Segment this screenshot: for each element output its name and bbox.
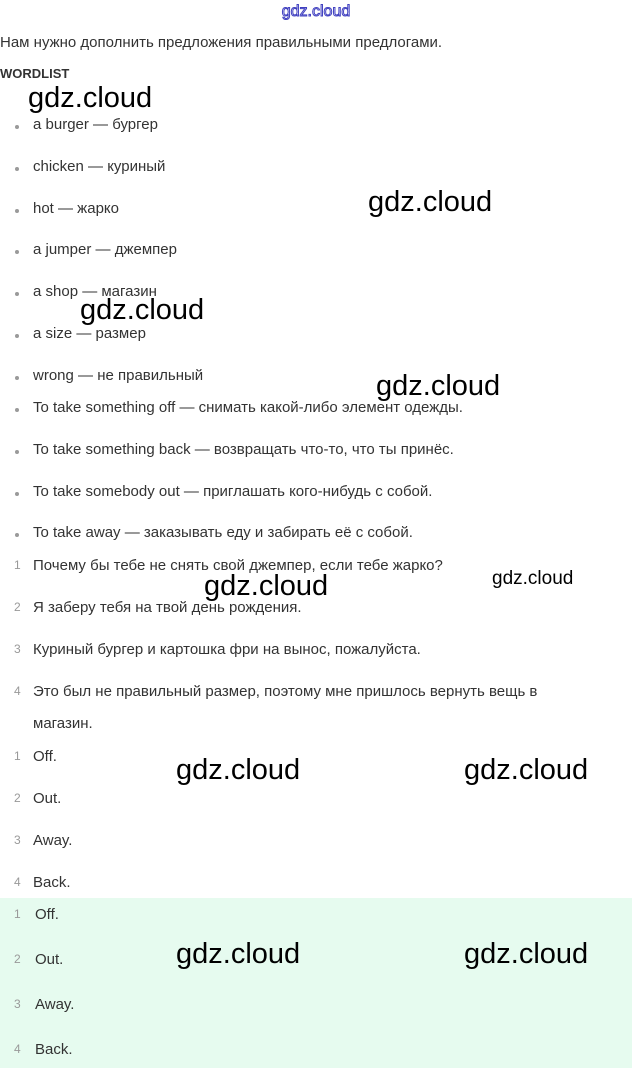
bullet-icon bbox=[15, 492, 19, 496]
watermark: gdz.cloud bbox=[376, 370, 501, 402]
bullet-icon bbox=[15, 533, 19, 537]
bullet-icon bbox=[15, 334, 19, 338]
watermark: gdz.cloud bbox=[204, 570, 329, 602]
bullet-icon bbox=[15, 408, 19, 412]
watermark: gdz.cloud bbox=[464, 938, 589, 970]
watermark: gdz.cloud bbox=[28, 82, 153, 114]
intro-text: Нам нужно дополнить предложения правильными предлогами. bbox=[0, 34, 443, 51]
watermark: gdz.cloud bbox=[464, 754, 589, 786]
answer-block: 1 Off. 2 Out. 3 Away. 4 Back. bbox=[0, 898, 632, 1068]
bullet-icon bbox=[15, 209, 19, 213]
watermark: gdz.cloud bbox=[176, 938, 301, 970]
bullet-icon bbox=[15, 376, 19, 380]
watermark: gdz.cloud bbox=[80, 294, 205, 326]
watermark: gdz.cloud bbox=[492, 568, 574, 589]
watermark: gdz.cloud bbox=[368, 186, 493, 218]
bullet-icon bbox=[15, 250, 19, 254]
site-logo[interactable]: gdz.cloud bbox=[281, 3, 351, 20]
bullet-icon bbox=[15, 450, 19, 454]
wordlist-heading: WORDLIST bbox=[0, 66, 70, 81]
watermark: gdz.cloud bbox=[176, 754, 301, 786]
bullet-icon bbox=[15, 292, 19, 296]
bullet-icon bbox=[15, 167, 19, 171]
bullet-icon bbox=[15, 125, 19, 129]
